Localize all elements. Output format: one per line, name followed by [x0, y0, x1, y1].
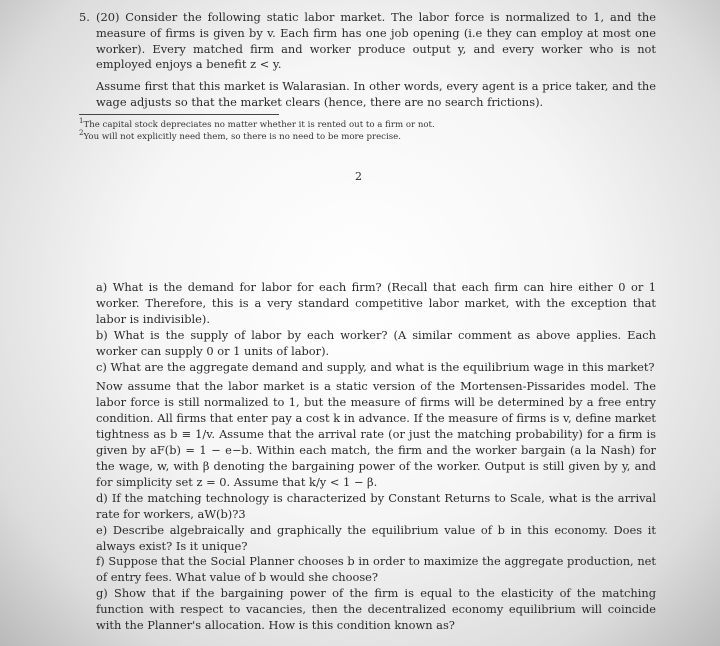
part-a: a) What is the demand for labor for each firm? (Recall that each firm can hire either 0 or 1 worker. Therefore, this is a very standard competitive labor market, with the exception that labor is indivisible). [96, 280, 656, 326]
question-number: 5. [79, 10, 90, 24]
question-parts [96, 280, 656, 634]
part-d: d) If the matching technology is characterized by Constant Returns to Scale, what is the arrival rate for workers, aW(b)?3 [96, 490, 656, 521]
part-g: g) Show that if the bargaining power of the firm is equal to the elasticity of the matching function with respect to vacancies, then the decentralized economy equilibrium will coincide with the Planner's allocation. How is this condition known as? [96, 586, 656, 633]
footnote-1: $^1$The capital stock depreciates no matter whether it is rented out to a firm or not. [79, 117, 435, 130]
footnotes [79, 119, 659, 143]
question-intro [96, 10, 656, 111]
part-c: c) What are the aggregate demand and supply, and what is the equilibrium wage in this market? [96, 359, 655, 374]
part-e: e) Describe algebraically and graphically the equilibrium value of b in this economy. Does it always exist? Is it unique? [96, 522, 656, 553]
footnote-2: $^2$You will not explicitly need them, so there is no need to be more precise. [79, 129, 401, 142]
part-f: f) Suppose that the Social Planner chooses b in order to maximize the aggregate production, net of entry fees. What value of b would she choose? [96, 554, 656, 585]
walrasian-paragraph: Assume first that this market is Walarasian. In other words, every agent is a price taker, and the wage adjusts so that the market clears (hence, there are no search frictions). [96, 79, 656, 109]
intro-paragraph: (20) Consider the following static labor market. The labor force is normalized to 1, and the measure of firms is given by v. Each firm has one job opening (i.e they can employ at most one worker). Every matched firm and worker produce output y, and every worker who is not employed enjoys a benefit z < y. [96, 10, 656, 72]
mortensen-paragraph: Now assume that the labor market is a static version of the Mortensen-Pissarides model. The labor force is still normalized to 1, but the measure of firms will be determined by a free entry condition. All firms that enter pay a cost k in advance. If the measure of firms is v, define market tightness as b ≡ 1/v. Assume that the arrival rate (or just the matching probability) for a firm is given by aF(b) = 1 − e−b. Within each match, the firm and the worker bargain (a la Nash) for the wage, w, with β denoting the bargaining power of the worker. Output is still given by y, and for simplicity set z = 0. Assume that k/y < 1 − β. [96, 379, 656, 489]
footnote-rule [79, 114, 279, 115]
part-b: b) What is the supply of labor by each worker? (A similar comment as above applies. Each worker can supply 0 or 1 units of labor). [96, 327, 656, 358]
page-number: 2 [355, 170, 362, 183]
